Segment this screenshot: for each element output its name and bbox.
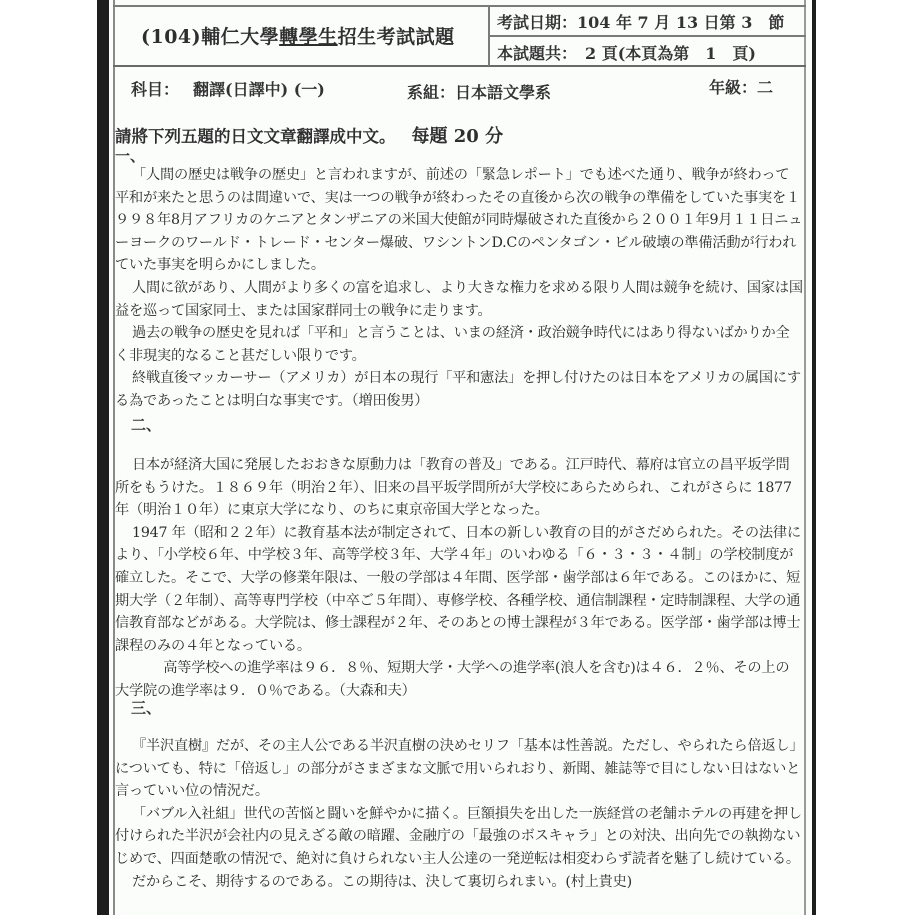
scan-edge-left <box>97 0 109 915</box>
paragraph: 過去の戦争の歴史を見れば「平和」と言うことは、いまの経済・政治競争時代にはあり得ないばかりか全く非現実的なること甚だしい限りです。 <box>115 325 790 364</box>
paragraph: 「人間の歴史は戦争の歴史」と言われますが、前述の「緊急レポート」でも述べた通り、戦争が終わって平和が来たと思うのは間違いで、実は一つの戦争が終わったその直後から次の戦争の準備をしていた事実を１９９８年8月アフリカのケニアとタンザニアの米国大使館が同時爆破された直後から２００１年9月１１日ニューヨークのワールド・トレード・センター爆破、ワシントンD.Cのペンタゴン・ビル破壊の準備活動が行われていた事実を明らかにしました。 <box>115 167 803 274</box>
paragraph: 人間に欲があり、人間がより多くの富を追求し、より大きな権力を求める限り人間は競争を続け、国家は国益を巡って国家同士、または国家群同士の戦争に走ります。 <box>115 279 803 319</box>
score-per-question: 每題 20 分 <box>411 126 504 147</box>
paragraph: 『半沢直樹』だが、その主人公である半沢直樹の決めセリフ「基本は性善説。ただし、やられたら倍返し」についても、特に「倍返し」の部分がさまざまな文脈で用いられおり、新聞、雑誌等で目にしない日はないと言っていい位の情況だ。 <box>115 738 801 800</box>
header-box-row-divider <box>489 35 806 37</box>
section-3-text <box>115 735 803 893</box>
page-border-right <box>804 0 806 915</box>
exam-date: 考試日期：104 年 7 月 13 日第 3 節 <box>497 13 785 32</box>
subject-label: 科目： <box>131 80 180 99</box>
section-2-text <box>115 454 803 703</box>
header-box-bottom-rule <box>113 65 806 67</box>
instructions-text: 請將下列五題的日文文章翻譯成中文。 <box>115 127 396 146</box>
exam-title <box>141 22 455 49</box>
paragraph: 「バブル入社組」世代の苦悩と闘いを鮮やかに描く。巨額損失を出した一族経営の老舗ホテルの再建を押し付けられた半沢が会社内の見えざる敵の暗躍、金融庁の「最強のボスキャラ」との対決、出向先での執拗ないじめで、四面楚歌の情況で、絶対に負けられない主人公達の一発逆転は相変わらず読者を魅了し続けている。 <box>115 805 802 867</box>
grade: 年級：二 <box>709 78 774 97</box>
paragraph: 終戦直後マッカーサー（アメリカ）が日本の現行「平和憲法」を押し付けたのは日本をアメリカの属国にする為であったことは明白な事実です。（増田俊男） <box>115 370 801 409</box>
title-underlined: 轉學生 <box>279 26 338 48</box>
page-count: 本試題共： 2 頁(本頁為第 1 頁) <box>497 44 756 63</box>
title-suffix: 招生考試試題 <box>337 26 455 48</box>
department: 系組：日本語文學系 <box>407 83 552 102</box>
title-prefix: (104)輔仁大學 <box>141 26 280 48</box>
section-1-number: 一、 <box>115 147 146 165</box>
instructions <box>115 122 503 148</box>
paragraph: 高等学校への進学率は９６．８％、短期大学・大学への進学率(浪人を含む)は４６．２％、その上の大学院の進学率は９．０％である。（大森和夫） <box>115 660 790 699</box>
section-2-number: 二、 <box>131 416 162 434</box>
section-3-number: 三、 <box>131 699 162 717</box>
subject <box>131 77 325 100</box>
scan-edge-right <box>812 0 816 915</box>
section-1-text <box>115 164 803 413</box>
paragraph: 1947 年（昭和２２年）に教育基本法が制定されて、日本の新しい教育の目的がさだめられた。その法律により、「小学校６年、中学校３年、高等学校３年、大学４年」のいわゆる「６・３・３・４制」の学校制度が確立した。そこで、大学の修業年限は、一般の学部は４年間、医学部・歯学部は６年である。このほかに、短期大学（２年制）、高等専門学校（中卒ご５年間）、専修学校、各種学校、通信制課程・定時制課程、大学の通信教育部などがある。大学院は、修士課程が２年、そのあとの博士課程が３年である。医学部・歯学部は博士課程のみの４年となっている。 <box>115 524 801 654</box>
header-box-top-rule <box>113 5 806 7</box>
exam-page <box>109 0 812 915</box>
paragraph: 日本が経済大国に発展したおおきな原動力は「教育の普及」である。江戸時代、幕府は官立の昌平坂学問所をもうけた。１８６９年（明治２年）、旧来の昌平坂学問所が大学校にあらためられ、これがさらに 1877 年（明治１０年）に東京大学になり、のちに東京帝国大学となった。 <box>115 457 792 519</box>
subject-value: 翻譯(日譯中) (一) <box>193 80 325 99</box>
paragraph: だからこそ、期待するのである。この期待は、決して裏切られまい。(村上貴史) <box>132 873 632 890</box>
